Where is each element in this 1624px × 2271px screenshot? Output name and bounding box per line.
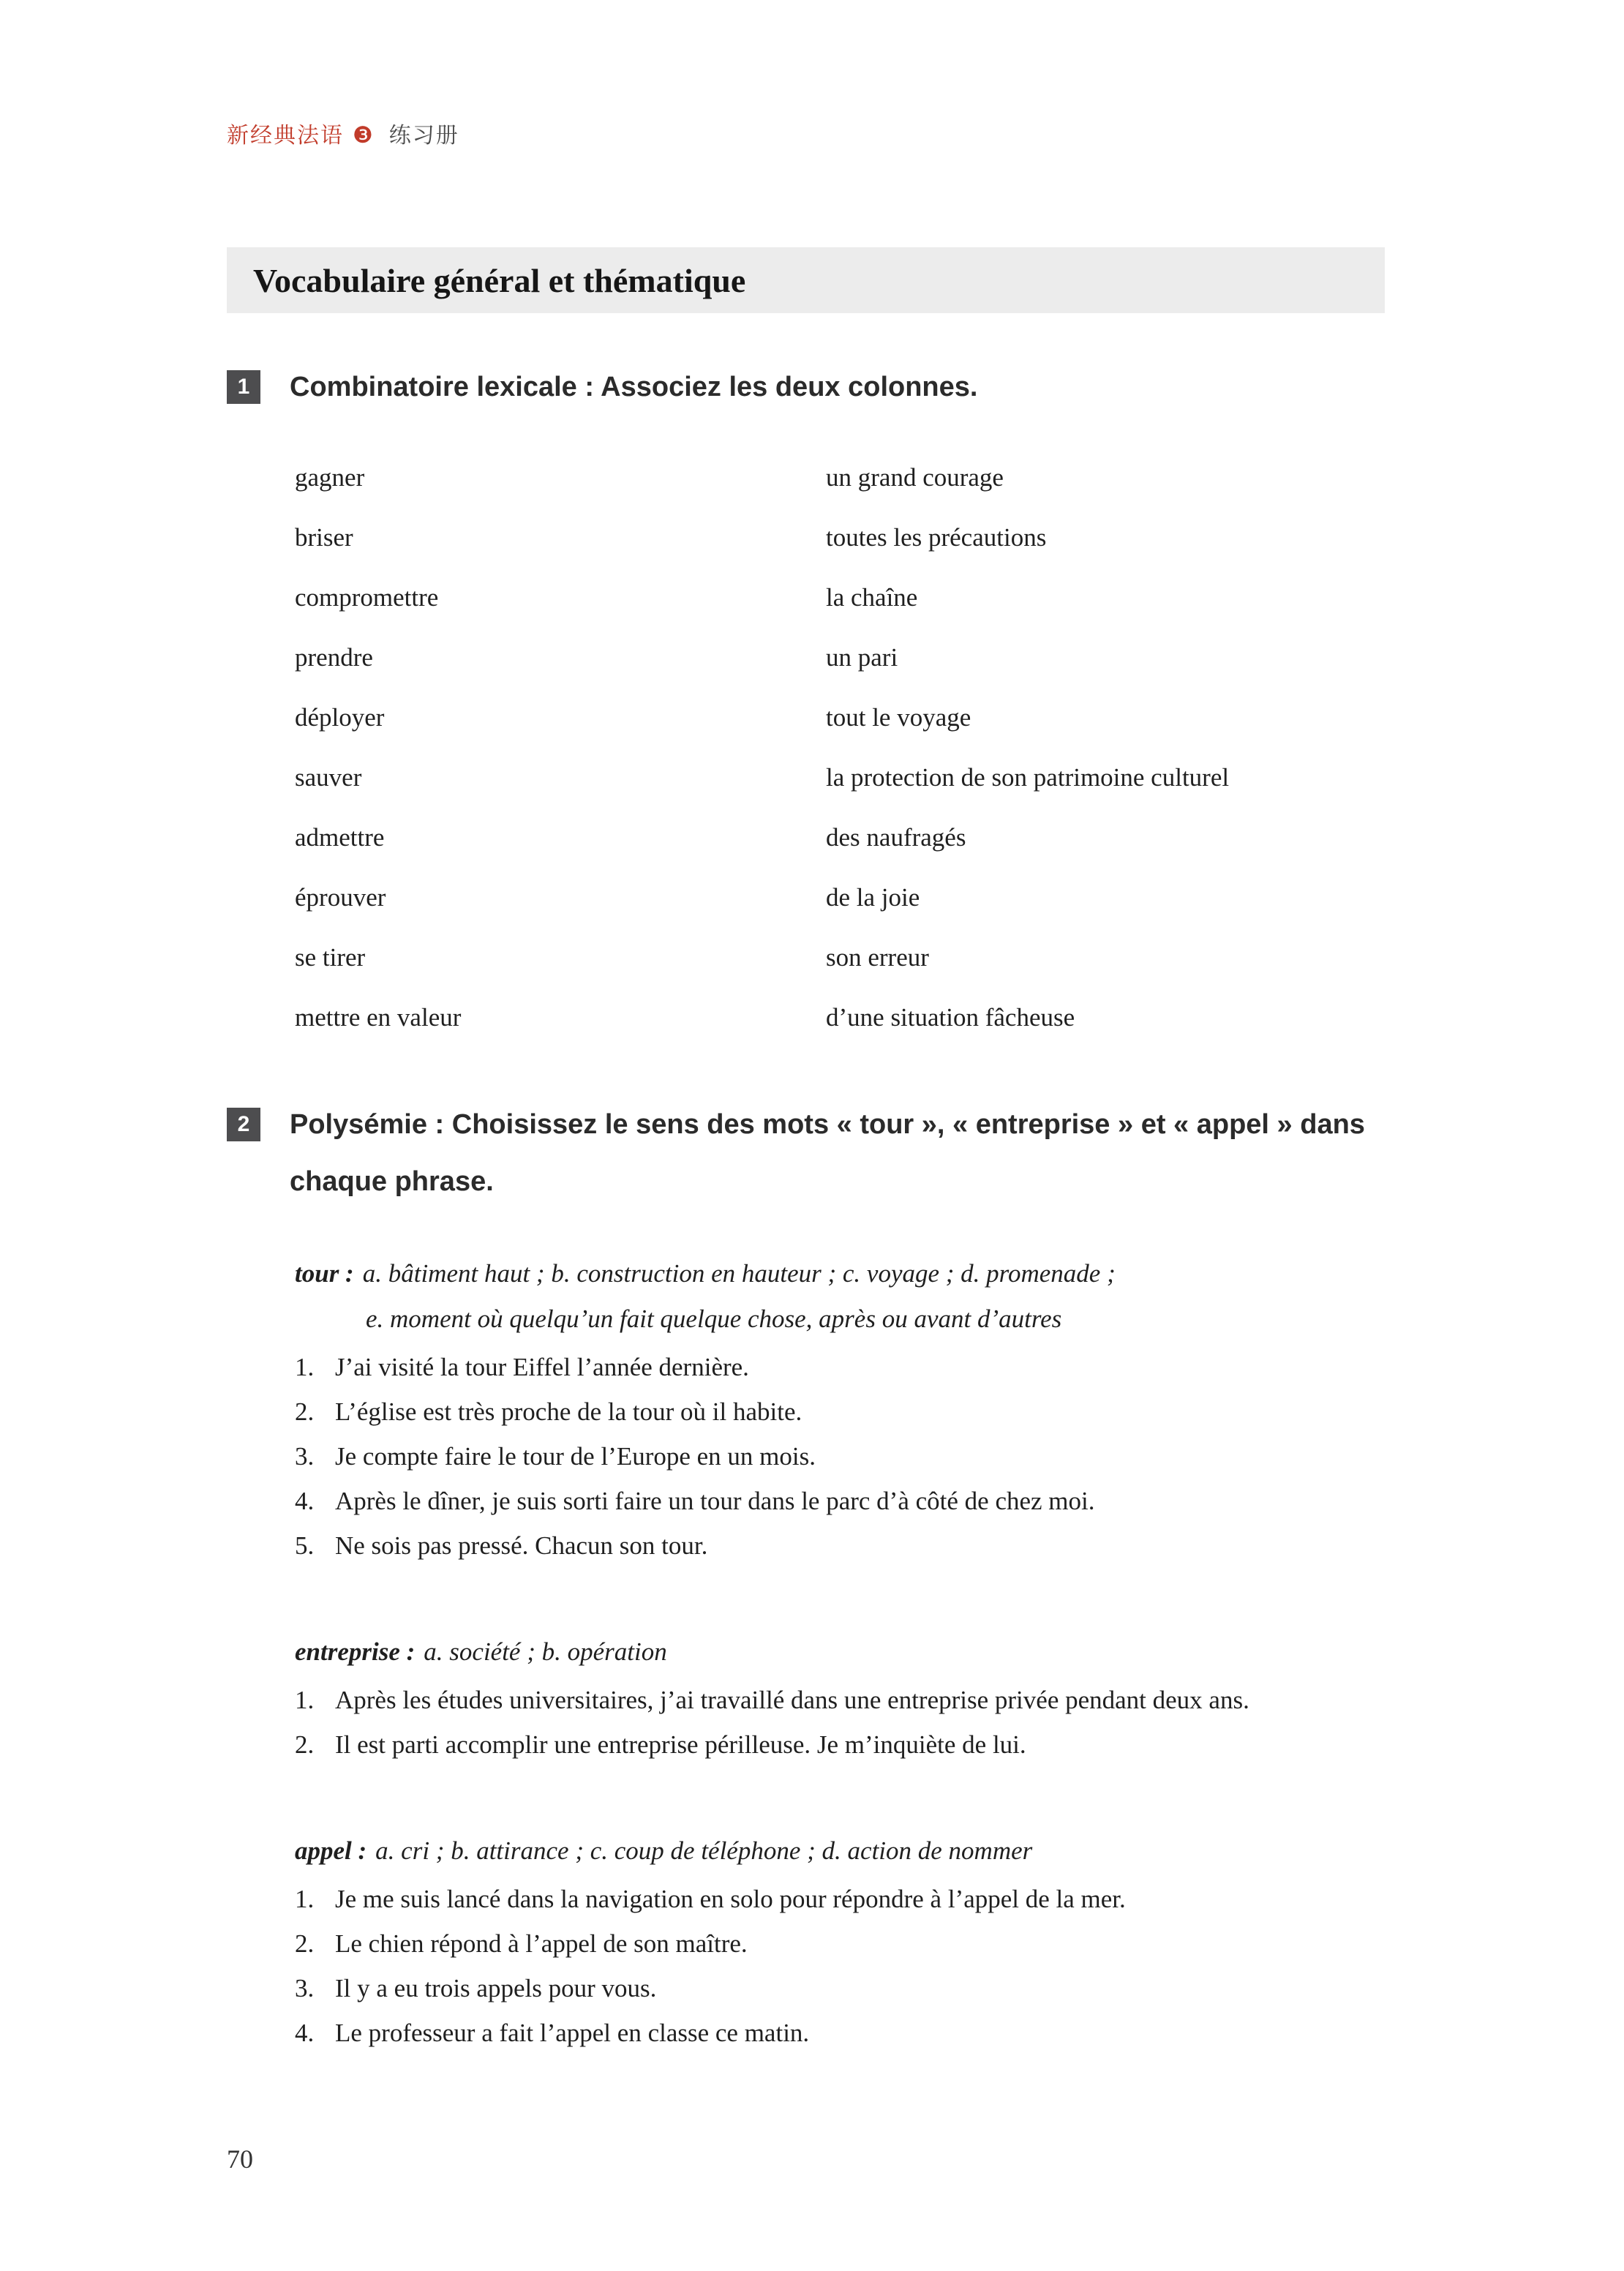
match-left-item: briser — [295, 523, 353, 552]
match-right-item: d’une situation fâcheuse — [826, 1003, 1075, 1032]
running-header — [227, 117, 1437, 149]
sentence-item — [295, 1345, 1437, 1389]
item-number: 2. — [295, 1397, 315, 1426]
polysemy-block — [295, 1828, 1437, 2055]
match-right-item: des naufragés — [826, 823, 966, 852]
item-number: 2. — [295, 1929, 315, 1958]
sentence-item — [295, 2011, 1437, 2055]
item-number: 3. — [295, 1974, 315, 2002]
exercise2-title: Polysémie : Choisissez le sens des mots « tour », « entreprise » et « appel » dans chaque phrase. — [290, 1109, 1365, 1197]
sentence-list — [295, 1678, 1437, 1767]
sentence-item — [295, 1434, 1437, 1479]
section-title: Vocabulaire général et thématique — [253, 261, 746, 299]
match-left-item: sauver — [295, 763, 362, 792]
exercise1-number-box: 1 — [227, 370, 260, 404]
matching-columns — [295, 448, 1437, 1048]
match-right-item: de la joie — [826, 883, 920, 912]
sentence-item — [295, 1678, 1437, 1722]
match-left-item: compromettre — [295, 583, 439, 612]
match-left-item: se tirer — [295, 943, 366, 972]
target-word: entreprise : — [295, 1637, 416, 1666]
item-text: Je me suis lancé dans la navigation en solo pour répondre à l’appel de la mer. — [335, 1885, 1126, 1913]
exercise2-number-box: 2 — [227, 1108, 260, 1141]
item-text: L’église est très proche de la tour où il habite. — [335, 1397, 802, 1426]
item-number: 1. — [295, 1885, 315, 1913]
match-left-item: déployer — [295, 703, 385, 732]
sentence-list — [295, 1877, 1437, 2055]
item-number: 2. — [295, 1730, 315, 1759]
item-number: 5. — [295, 1531, 315, 1560]
match-right-item: la protection de son patrimoine culturel — [826, 763, 1230, 792]
item-text: J’ai visité la tour Eiffel l’année dernière. — [335, 1353, 749, 1381]
item-text: Le professeur a fait l’appel en classe ce matin. — [335, 2019, 810, 2047]
sentence-item — [295, 1966, 1437, 2011]
match-left-item: gagner — [295, 463, 365, 492]
exercise1-header — [227, 359, 1437, 416]
match-right-item: un grand courage — [826, 463, 1004, 492]
item-text: Le chien répond à l’appel de son maître. — [335, 1929, 748, 1958]
sentence-item — [295, 1479, 1437, 1523]
item-text: Ne sois pas pressé. Chacun son tour. — [335, 1531, 708, 1560]
word-senses-line — [295, 1828, 1437, 1874]
section-banner — [227, 247, 1385, 313]
sentence-item — [295, 1523, 1437, 1568]
item-number: 1. — [295, 1353, 315, 1381]
match-right-item: la chaîne — [826, 583, 918, 612]
item-number: 4. — [295, 1487, 315, 1515]
sense-options: a. bâtiment haut ; b. construction en hauteur ; c. voyage ; d. promenade ; — [362, 1259, 1116, 1288]
polysemy-section — [227, 1251, 1437, 2055]
polysemy-block — [295, 1629, 1437, 1767]
word-senses-line — [295, 1251, 1437, 1296]
item-text: Après les études universitaires, j’ai travaillé dans une entreprise privée pendant deux ans. — [335, 1686, 1249, 1714]
exercise2-header — [227, 1096, 1437, 1210]
match-right-item: toutes les précautions — [826, 523, 1047, 552]
target-word: appel : — [295, 1836, 367, 1865]
match-left-item: prendre — [295, 643, 373, 672]
item-text: Il y a eu trois appels pour vous. — [335, 1974, 657, 2002]
match-right-item: son erreur — [826, 943, 929, 972]
match-left-item: mettre en valeur — [295, 1003, 462, 1032]
sense-options-continued: e. moment où quelqu’un fait quelque chose, après ou avant d’autres — [366, 1305, 1062, 1333]
sentence-item — [295, 1877, 1437, 1921]
item-number: 3. — [295, 1442, 315, 1471]
item-number: 4. — [295, 2019, 315, 2047]
polysemy-block — [295, 1251, 1437, 1568]
book-series-title: 新经典法语 — [227, 124, 344, 148]
item-text: Après le dîner, je suis sorti faire un tour dans le parc d’à côté de chez moi. — [335, 1487, 1095, 1515]
match-left-item: éprouver — [295, 883, 386, 912]
sense-options: a. cri ; b. attirance ; c. coup de téléphone ; d. action de nommer — [375, 1836, 1033, 1865]
exercise1-title: Combinatoire lexicale : Associez les deux colonnes. — [290, 372, 978, 402]
sentence-item — [295, 1389, 1437, 1434]
match-right-item: tout le voyage — [826, 703, 971, 732]
item-number: 1. — [295, 1686, 315, 1714]
item-text: Il est parti accomplir une entreprise périlleuse. Je m’inquiète de lui. — [335, 1730, 1026, 1759]
sentence-item — [295, 1722, 1437, 1767]
page-number: 70 — [227, 2144, 253, 2174]
sentence-list — [295, 1345, 1437, 1568]
match-left-item: admettre — [295, 823, 385, 852]
match-right-item: un pari — [826, 643, 898, 672]
volume-number-badge: ❸ — [353, 122, 373, 148]
item-text: Je compte faire le tour de l’Europe en un mois. — [335, 1442, 816, 1471]
sense-options: a. société ; b. opération — [424, 1637, 667, 1666]
sentence-item — [295, 1921, 1437, 1966]
word-senses-line — [295, 1629, 1437, 1675]
target-word: tour : — [295, 1259, 354, 1288]
book-subtitle: 练习册 — [388, 124, 459, 148]
